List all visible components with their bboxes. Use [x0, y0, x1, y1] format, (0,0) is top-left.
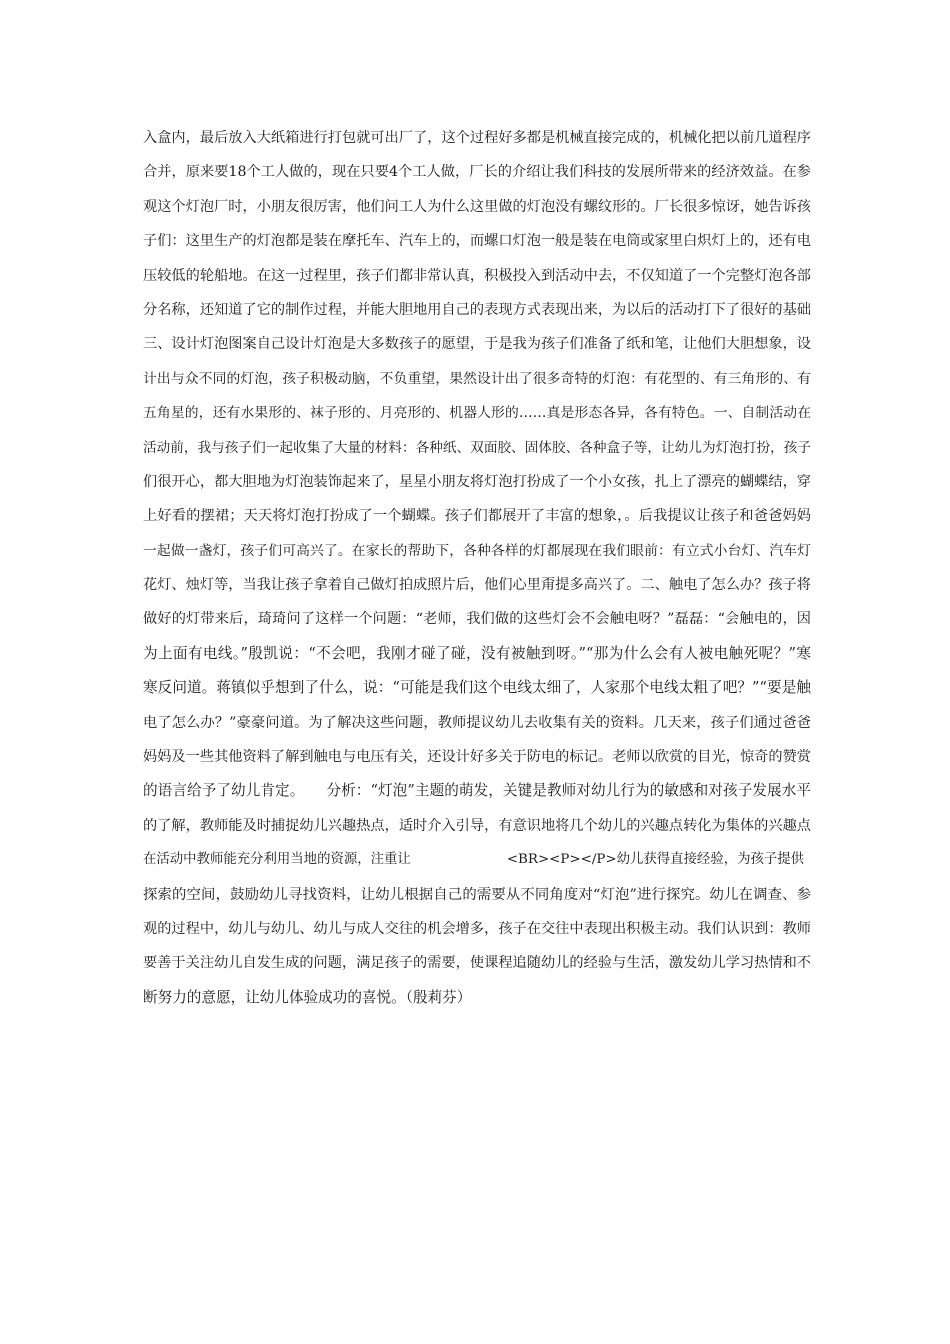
text-line-with-gap [143, 843, 811, 877]
text-line: 活动前，我与孩子们一起收集了大量的材料：各种纸、双面胶、固体胶、各种盒子等，让幼儿为灯泡打扮，孩子 [143, 439, 811, 456]
text-line: 上好看的摆裙；天天将灯泡打扮成了一个蝴蝶。孩子们都展开了丰富的想象，。后我提议让孩子和爸爸妈妈 [143, 508, 811, 525]
text-line: 子们：这里生产的灯泡都是装在摩托车、汽车上的，而螺口灯泡一般是装在电筒或家里白炽灯上的，还有电 [143, 233, 811, 250]
text-line: 寒反问道。蒋镇似乎想到了什么，说：“可能是我们这个电线太细了，人家那个电线太粗了吧？”“要是触 [143, 679, 811, 697]
text-line: 分名称，还知道了它的制作过程，并能大胆地用自己的表现方式表现出来，为以后的活动打下了很好的基础 [143, 301, 811, 318]
text-line: 们很开心，都大胆地为灯泡装饰起来了，星星小朋友将灯泡打扮成了一个小女孩，扎上了漂亮的蝴蝶结，穿 [143, 473, 811, 490]
text-line: 压较低的轮船地。在这一过程里，孩子们都非常认真，积极投入到活动中去，不仅知道了一个完整灯泡各部 [143, 267, 811, 284]
text-line: 探索的空间，鼓励幼儿寻找资料，让幼儿根据自己的需要从不同角度对“灯泡”进行探究。幼儿在调查、参 [143, 886, 811, 903]
text-line: 为上面有电线。”殷凯说：“不会吧，我刚才碰了碰，没有被触到呀。”“那为什么会有人被电触死呢？”寒 [143, 644, 811, 662]
text-line: 三、设计灯泡图案自己设计灯泡是大多数孩子的愿望，于是我为孩子们准备了纸和笔，让他们大胆想象，设 [143, 336, 811, 353]
text-line: 观这个灯泡厂时，小朋友很厉害，他们问工人为什么这里做的灯泡没有螺纹形的。厂长很多惊讶，她告诉孩 [143, 198, 811, 215]
text-line: 观的过程中，幼儿与幼儿、幼儿与成人交往的机会增多，孩子在交往中表现出积极主动。我们认识到：教师 [143, 920, 811, 937]
text-line: 要善于关注幼儿自发生成的问题，满足孩子的需要，使课程追随幼儿的经验与生活，激发幼儿学习热情和不 [143, 955, 811, 972]
text-line: 花灯、烛灯等，当我让孩子拿着自己做灯拍成照片后，他们心里甭提多高兴了。二、触电了怎么办？孩子将 [143, 577, 811, 594]
text-line: 五角星的，还有水果形的、袜子形的、月亮形的、机器人形的……真是形态各异，各有特色。一、自制活动在 [143, 405, 811, 422]
text-fragment: 在活动中教师能充分利用当地的资源，注重让 [143, 852, 411, 868]
text-line: 一起做一盏灯，孩子们可高兴了。在家长的帮助下，各种各样的灯都展现在我们眼前：有立式小台灯、汽车灯 [143, 542, 811, 559]
text-line: 电了怎么办？”豪豪问道。为了解决这些问题，教师提议幼儿去收集有关的资料。几天来，孩子们通过爸爸 [143, 714, 811, 731]
text-line: 入盒内，最后放入大纸箱进行打包就可出厂了，这个过程好多都是机械直接完成的，机械化把以前几道程序 [143, 130, 811, 146]
text-line: 合并，原来要18个工人做的，现在只要4个工人做，厂长的介绍让我们科技的发展所带来的经济效益。在参 [143, 164, 811, 181]
text-line: 的了解，教师能及时捕捉幼儿兴趣热点，适时介入引导，有意识地将几个幼儿的兴趣点转化为集体的兴趣点 [143, 817, 811, 834]
text-line: 妈妈及一些其他资料了解到触电与电压有关，还设计好多关于防电的标记。老师以欣赏的目光，惊奇的赞赏 [143, 749, 811, 766]
body-text [143, 121, 811, 1015]
text-line: 计出与众不同的灯泡，孩子积极动脑，不负重望，果然设计出了很多奇特的灯泡：有花型的、有三角形的、有 [143, 370, 811, 387]
text-line: 断努力的意愿，让幼儿体验成功的喜悦。（殷莉芬） [143, 988, 472, 1006]
text-fragment: <BR><P></P>幼儿获得直接经验，为孩子提供 [506, 852, 805, 868]
text-line: 的语言给予了幼儿肯定。 分析：“灯泡”主题的萌发，关键是教师对幼儿行为的敏感和对孩子发展水平 [143, 782, 811, 800]
text-line: 做好的灯带来后，琦琦问了这样一个问题：“老师，我们做的这些灯会不会触电呀？”磊磊：“会触电的，因 [143, 611, 811, 628]
